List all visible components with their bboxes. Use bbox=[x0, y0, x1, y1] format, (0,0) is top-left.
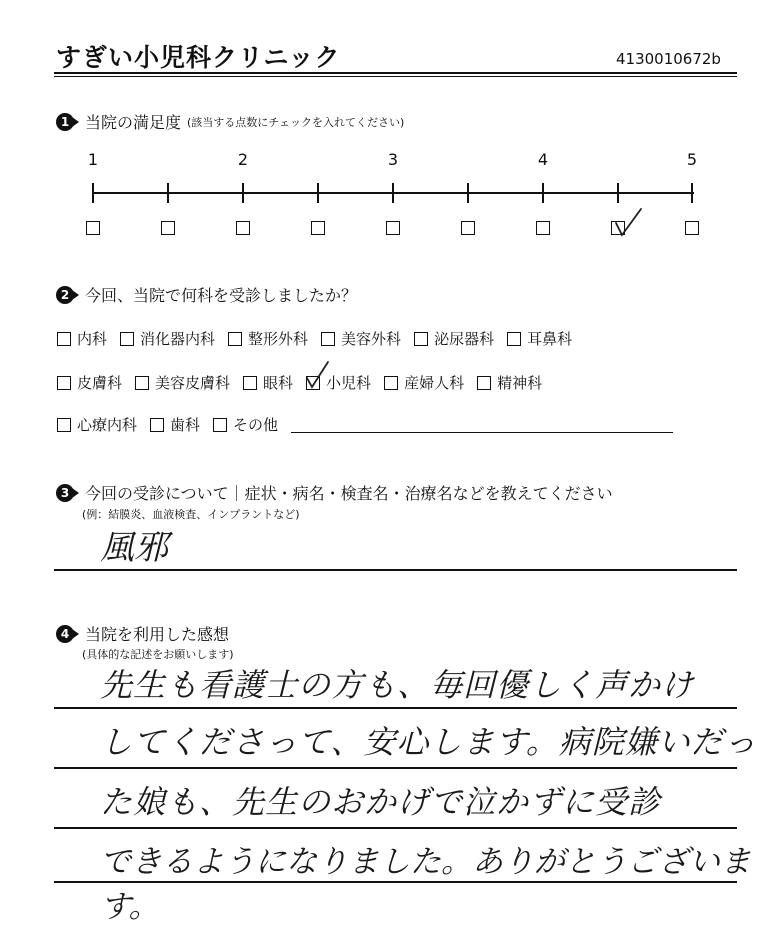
comment-line-2: してくださって、安心します。病院嫌いだっ bbox=[100, 723, 757, 761]
department-label: 美容外科 bbox=[341, 330, 402, 348]
department-row-3 bbox=[57, 414, 673, 435]
scale-tick bbox=[167, 183, 169, 203]
department-option[interactable] bbox=[321, 328, 401, 349]
handwritten-check-icon bbox=[304, 360, 330, 390]
scale-tick bbox=[242, 183, 244, 203]
department-label: 産婦人科 bbox=[404, 374, 465, 392]
form-id: 4130010672b bbox=[616, 50, 721, 68]
department-label: 整形外科 bbox=[248, 330, 309, 348]
satisfaction-checkbox-4[interactable] bbox=[536, 221, 550, 235]
checkbox[interactable] bbox=[384, 376, 398, 390]
scale-tick bbox=[691, 183, 693, 203]
answer-line[interactable] bbox=[54, 827, 737, 829]
question-4-heading bbox=[56, 622, 229, 645]
department-option[interactable] bbox=[213, 414, 278, 435]
satisfaction-checkbox-1-5[interactable] bbox=[161, 221, 175, 235]
checkbox[interactable] bbox=[213, 418, 227, 432]
department-label: 歯科 bbox=[170, 416, 201, 434]
checkbox[interactable] bbox=[477, 376, 491, 390]
answer-line[interactable] bbox=[54, 707, 737, 709]
answer-line[interactable] bbox=[54, 569, 737, 571]
answer-line[interactable] bbox=[54, 881, 737, 883]
handwritten-check-icon bbox=[608, 203, 644, 239]
department-row-2 bbox=[57, 372, 542, 393]
checkbox[interactable] bbox=[57, 332, 71, 346]
department-option[interactable] bbox=[57, 372, 122, 393]
department-option[interactable] bbox=[120, 328, 215, 349]
department-option-selected[interactable] bbox=[306, 372, 371, 393]
department-label: 眼科 bbox=[263, 374, 294, 392]
department-label: 皮膚科 bbox=[77, 374, 123, 392]
question-1-heading bbox=[56, 110, 404, 133]
department-label: 心療内科 bbox=[77, 416, 138, 434]
arrow-icon bbox=[72, 290, 79, 300]
question-3-answer: 風邪 bbox=[100, 528, 168, 568]
department-label: 内科 bbox=[77, 330, 108, 348]
title-divider-thin bbox=[54, 76, 737, 77]
arrow-icon bbox=[72, 117, 79, 127]
title-divider bbox=[54, 72, 737, 74]
department-label: 泌尿器科 bbox=[434, 330, 495, 348]
question-1-title: 当院の満足度 bbox=[85, 113, 182, 132]
question-1-number: 1 bbox=[56, 113, 74, 131]
department-label: 消化器内科 bbox=[140, 330, 216, 348]
question-2-title: 今回、当院で何科を受診しましたか？ bbox=[85, 286, 358, 305]
department-option[interactable] bbox=[57, 328, 107, 349]
satisfaction-checkbox-1[interactable] bbox=[86, 221, 100, 235]
department-option[interactable] bbox=[243, 372, 293, 393]
scale-tick bbox=[317, 183, 319, 203]
satisfaction-checkbox-2-5[interactable] bbox=[311, 221, 325, 235]
department-option[interactable] bbox=[477, 372, 542, 393]
department-option[interactable] bbox=[414, 328, 494, 349]
scale-tick bbox=[542, 183, 544, 203]
scale-label-2: 2 bbox=[237, 150, 249, 169]
arrow-icon bbox=[72, 488, 79, 498]
department-option[interactable] bbox=[57, 414, 137, 435]
scale-label-5: 5 bbox=[686, 150, 698, 169]
satisfaction-checkbox-3-5[interactable] bbox=[461, 221, 475, 235]
clinic-name: すぎい小児科クリニック bbox=[56, 43, 341, 72]
scale-label-3: 3 bbox=[387, 150, 399, 169]
checkbox[interactable] bbox=[57, 376, 71, 390]
department-label: 美容皮膚科 bbox=[155, 374, 231, 392]
checkbox[interactable] bbox=[243, 376, 257, 390]
department-row-1 bbox=[57, 328, 572, 349]
checkbox[interactable] bbox=[507, 332, 521, 346]
department-label: 精神科 bbox=[497, 374, 543, 392]
question-4-note: (具体的な記述をお願いします) bbox=[82, 648, 234, 661]
other-specify-line[interactable] bbox=[291, 432, 673, 434]
checkbox[interactable] bbox=[321, 332, 335, 346]
scale-tick bbox=[392, 183, 394, 203]
checkbox[interactable] bbox=[135, 376, 149, 390]
question-3-number: 3 bbox=[56, 484, 74, 502]
department-label: 耳鼻科 bbox=[527, 330, 573, 348]
checkbox[interactable] bbox=[150, 418, 164, 432]
arrow-icon bbox=[72, 629, 79, 639]
checkbox[interactable] bbox=[414, 332, 428, 346]
satisfaction-checkbox-5[interactable] bbox=[685, 221, 699, 235]
department-option[interactable] bbox=[135, 372, 230, 393]
question-3-note: (例：結膜炎、血液検査、インプラントなど) bbox=[82, 508, 300, 521]
scale-label-1: 1 bbox=[87, 150, 99, 169]
department-label: 小児科 bbox=[326, 374, 372, 392]
department-option[interactable] bbox=[150, 414, 200, 435]
scale-tick bbox=[92, 183, 94, 203]
question-2-number: 2 bbox=[56, 286, 74, 304]
comment-line-1: 先生も看護士の方も、毎回優しく声かけ bbox=[100, 666, 695, 704]
satisfaction-checkbox-3[interactable] bbox=[386, 221, 400, 235]
department-option[interactable] bbox=[228, 328, 308, 349]
question-3-heading bbox=[56, 481, 613, 504]
question-4-title: 当院を利用した感想 bbox=[85, 625, 230, 644]
question-1-note: (該当する点数にチェックを入れてください) bbox=[187, 115, 405, 129]
scale-tick bbox=[467, 183, 469, 203]
checkbox[interactable] bbox=[120, 332, 134, 346]
comment-line-4: できるようになりました。ありがとうございます。 bbox=[100, 844, 751, 925]
question-2-heading bbox=[56, 283, 357, 306]
checkbox[interactable] bbox=[228, 332, 242, 346]
scale-tick bbox=[617, 183, 619, 203]
question-4-number: 4 bbox=[56, 625, 74, 643]
answer-line[interactable] bbox=[54, 767, 737, 769]
department-label: その他 bbox=[233, 416, 279, 434]
checkbox[interactable] bbox=[57, 418, 71, 432]
question-3-title: 今回の受診について｜症状・病名・検査名・治療名などを教えてください bbox=[85, 484, 613, 503]
satisfaction-checkbox-2[interactable] bbox=[236, 221, 250, 235]
scale-label-4: 4 bbox=[537, 150, 549, 169]
comment-line-3: た娘も、先生のおかげで泣かずに受診 bbox=[100, 783, 662, 821]
department-option[interactable] bbox=[507, 328, 572, 349]
department-option[interactable] bbox=[384, 372, 464, 393]
